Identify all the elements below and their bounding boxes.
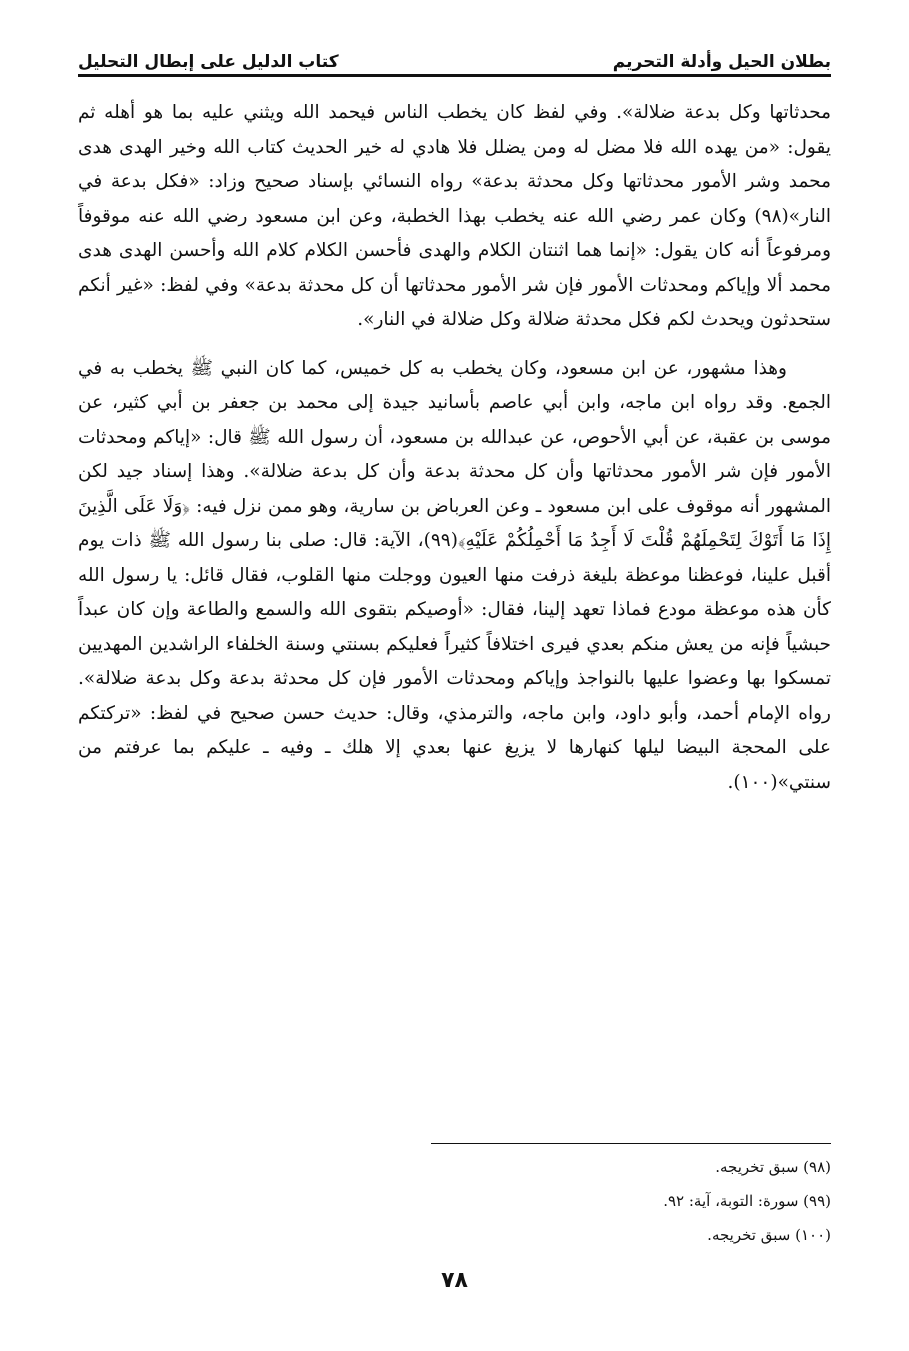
header-left-title: كتاب الدليل على إبطال التحليل bbox=[78, 52, 339, 72]
footnote-98: (٩٨) سبق تخريجه. bbox=[715, 1158, 831, 1176]
page-number: ٧٨ bbox=[441, 1268, 468, 1293]
footnote-rule bbox=[431, 1143, 831, 1144]
footnotes bbox=[78, 1150, 831, 1252]
paragraph-1: محدثاتها وكل بدعة ضلالة». وفي لفظ كان يخطب الناس فيحمد الله ويثني عليه بما هو أهله ثم يقول: «من يهده الله فلا مضل له ومن يضلل فلا هادي له خير الحديث كتاب الله وخير الهدى هدى محمد وشر الأمور محدثاتها وكل محدثة بدعة» رواه النسائي بإسناد صحيح وزاد: «فكل بدعة في النار»(٩٨) وكان عمر رضي الله عنه يخطب بهذا الخطبة، وعن ابن مسعود رضي الله عنه موقوفاً ومرفوعاً أنه كان يقول: «إنما هما اثنتان الكلام والهدى فأحسن الكلام كلام الله وأحسن الهدى هدى محمد ألا وإياكم ومحدثات الأمور فإن شر الأمور محدثاتها أن كل محدثة بدعة» وفي لفظ: «غير أنكم ستحدثون ويحدث لكم فكل محدثة ضلالة وكل ضلالة في النار». bbox=[78, 102, 831, 330]
body-text bbox=[78, 96, 831, 800]
footnote-100: (١٠٠) سبق تخريجه. bbox=[707, 1226, 831, 1244]
running-header bbox=[78, 38, 831, 72]
paragraph-2: وهذا مشهور، عن ابن مسعود، وكان يخطب به كل خميس، كما كان النبي ﷺ يخطب به في الجمع. وقد رواه ابن ماجه، وابن أبي عاصم بأسانيد جيدة إلى محمد بن جعفر بن أبي كثير، عن موسى بن عقبة، عن أبي الأحوص، عن عبدالله بن مسعود، أن رسول الله ﷺ قال: «إياكم ومحدثات الأمور فإن شر الأمور محدثاتها وأن كل محدثة بدعة وأن كل بدعة ضلالة». وهذا إسناد جيد لكن المشهور أنه موقوف على ابن مسعود ـ وعن العرباض بن سارية، وهو ممن نزل فيه: ﴿وَلَا عَلَى الَّذِينَ إِذَا مَا أَتَوْكَ لِتَحْمِلَهُمْ قُلْتَ لَا أَجِدُ مَا أَحْمِلُكُمْ عَلَيْهِ﴾(٩٩)، الآية: قال: صلى بنا رسول الله ﷺ ذات يوم أقبل علينا، فوعظنا موعظة بليغة ذرفت منها العيون ووجلت منها القلوب، فقال قائل: يا رسول الله كأن هذه موعظة مودع فماذا تعهد إلينا، فقال: «أوصيكم بتقوى الله والسمع والطاعة وإن كان عبداً حبشياً فإنه من يعش منكم بعدي فيرى اختلافاً كثيراً فعليكم بسنتي وسنة الخلفاء الراشدين المهديين تمسكوا بها وعضوا عليها بالنواجذ وإياكم ومحدثات الأمور فإن كل محدثة بدعة وكل بدعة ضلالة». رواه الإمام أحمد، وأبو داود، وابن ماجه، والترمذي، وقال: حديث حسن صحيح في لفظ: «تركتكم على المحجة البيضا ليلها كنهارها لا يزيغ عنها بعدي إلا هلك ـ وفيه ـ عليكم بما عرفتم من سنتي»(١٠٠). bbox=[78, 357, 831, 793]
header-rule bbox=[78, 74, 831, 77]
header-right-title: بطلان الحيل وأدلة التحريم bbox=[612, 52, 831, 72]
footnote-99: (٩٩) سورة: التوبة، آية: ٩٢. bbox=[663, 1192, 831, 1210]
